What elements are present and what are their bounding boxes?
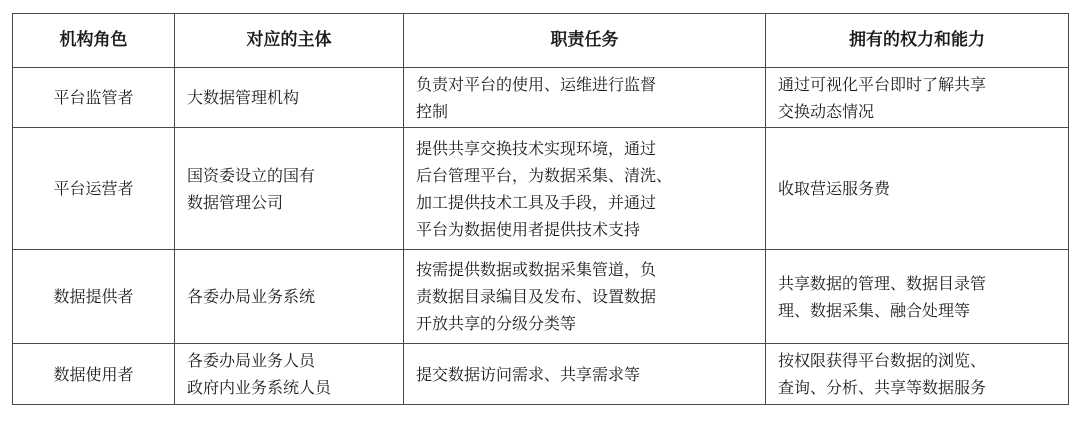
duty-line: 平台为数据使用者提供技术支持 — [416, 219, 641, 239]
duty-line: 责数据目录编目及发布、设置数据 — [416, 287, 657, 306]
power-cell — [766, 344, 1069, 405]
power-line: 理、数据采集、融合处理等 — [778, 300, 971, 320]
power-cell — [766, 128, 1069, 250]
power-line: 按权限获得平台数据的浏览、 — [778, 351, 987, 370]
roles-table — [12, 13, 1069, 405]
entity-line: 政府内业务系统人员 — [187, 378, 332, 397]
duty-cell — [404, 250, 766, 344]
duty-line: 控制 — [416, 101, 449, 121]
header-role: 机构角色 — [13, 14, 175, 68]
duty-cell — [404, 68, 766, 128]
duty-line: 开放共享的分级分类等 — [416, 314, 577, 333]
power-line: 通过可视化平台即时了解共享 — [778, 74, 987, 94]
duty-cell — [404, 344, 766, 405]
role-cell: 平台监管者 — [13, 68, 175, 128]
duty-line: 按需提供数据或数据采集管道，负 — [416, 260, 657, 279]
role-cell: 平台运营者 — [13, 128, 175, 250]
entity-cell — [175, 68, 404, 128]
role-cell: 数据提供者 — [13, 250, 175, 344]
roles-table-container — [12, 13, 1068, 405]
power-cell — [766, 68, 1069, 128]
duty-cell — [404, 128, 766, 250]
power-line: 查询、分析、共享等数据服务 — [778, 378, 987, 397]
power-line: 共享数据的管理、数据目录管 — [778, 273, 987, 293]
entity-cell — [175, 344, 404, 405]
entity-line: 各委办局业务人员 — [187, 351, 316, 370]
entity-line: 数据管理公司 — [187, 192, 284, 212]
header-power: 拥有的权力和能力 — [766, 14, 1069, 68]
power-line: 收取营运服务费 — [778, 179, 891, 198]
header-entity: 对应的主体 — [175, 14, 404, 68]
entity-line: 国资委设立的国有 — [187, 165, 316, 185]
table-row — [13, 128, 1069, 250]
power-line: 交换动态情况 — [778, 101, 875, 121]
entity-cell — [175, 250, 404, 344]
power-cell — [766, 250, 1069, 344]
table-row — [13, 344, 1069, 405]
entity-cell — [175, 128, 404, 250]
duty-line: 后台管理平台，为数据采集、清洗、 — [416, 165, 673, 185]
header-duty: 职责任务 — [404, 14, 766, 68]
role-cell: 数据使用者 — [13, 344, 175, 405]
duty-line: 提供共享交换技术实现环境，通过 — [416, 138, 657, 158]
duty-line: 负责对平台的使用、运维进行监督 — [416, 74, 657, 94]
duty-line: 加工提供技术工具及手段，并通过 — [416, 192, 657, 212]
table-header-row — [13, 14, 1069, 68]
duty-line: 提交数据访问需求、共享需求等 — [416, 364, 641, 384]
entity-line: 各委办局业务系统 — [187, 287, 316, 306]
table-row — [13, 250, 1069, 344]
entity-line: 大数据管理机构 — [187, 88, 300, 107]
table-row — [13, 68, 1069, 128]
